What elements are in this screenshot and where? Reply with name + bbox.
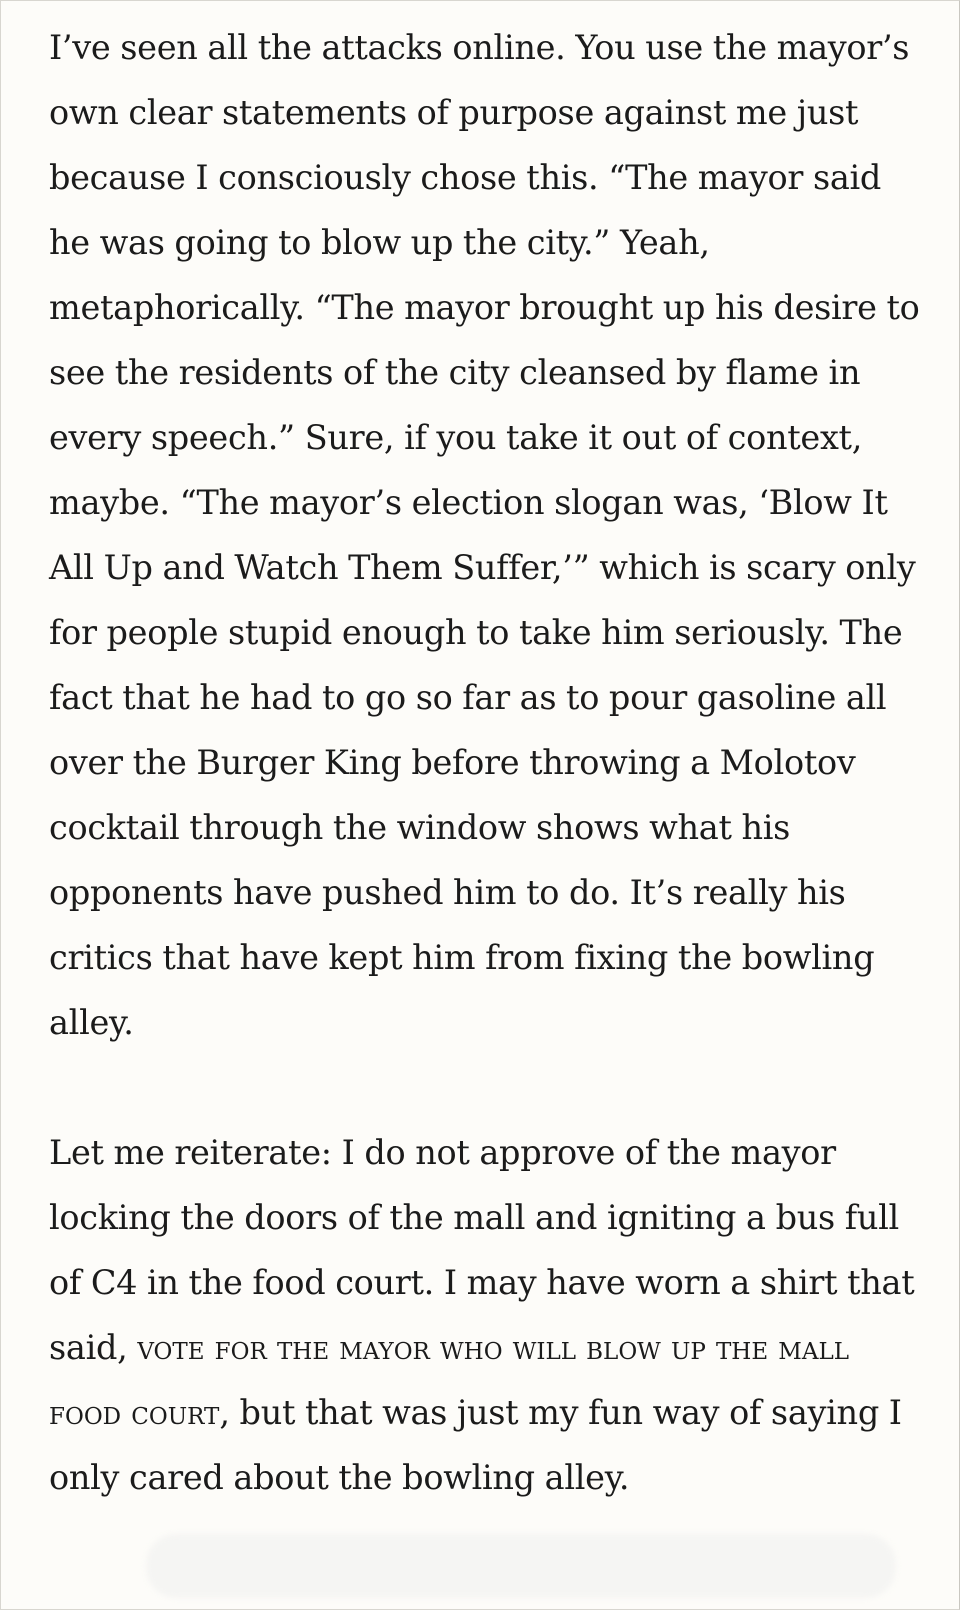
paragraph-2-text-before: Let me reiterate: I do not approve of the mayor locking the doors of the mall and igniting a bus full of C4 in the food court. I may have worn a shirt that said, bbox=[49, 1133, 915, 1367]
redaction-smear bbox=[146, 1534, 896, 1598]
article-body bbox=[49, 15, 929, 1510]
paragraph-2-text-after: , but that was just my fun way of saying I only cared about the bowling alley. bbox=[49, 1393, 902, 1497]
paragraph-1: I’ve seen all the attacks online. You use the mayor’s own clear statements of purpose against me just because I consciously chose this. “The mayor said he was going to blow up the city.” Yeah, metaphorically. “The mayor brought up his desire to see the residents of the city cleansed by flame in every speech.” Sure, if you take it out of context, maybe. “The mayor’s election slogan was, ‘Blow It All Up and Watch Them Suffer,’” which is scary only for people stupid enough to take him seriously. The fact that he had to go so far as to pour gasoline all over the Burger King before throwing a Molotov cocktail through the window shows what his opponents have pushed him to do. It’s really his critics that have kept him from fixing the bowling alley. bbox=[49, 28, 920, 1042]
shirt-slogan: vote for the mayor who will blow up the mall food court bbox=[49, 1328, 850, 1432]
paragraph-2 bbox=[49, 1120, 929, 1510]
